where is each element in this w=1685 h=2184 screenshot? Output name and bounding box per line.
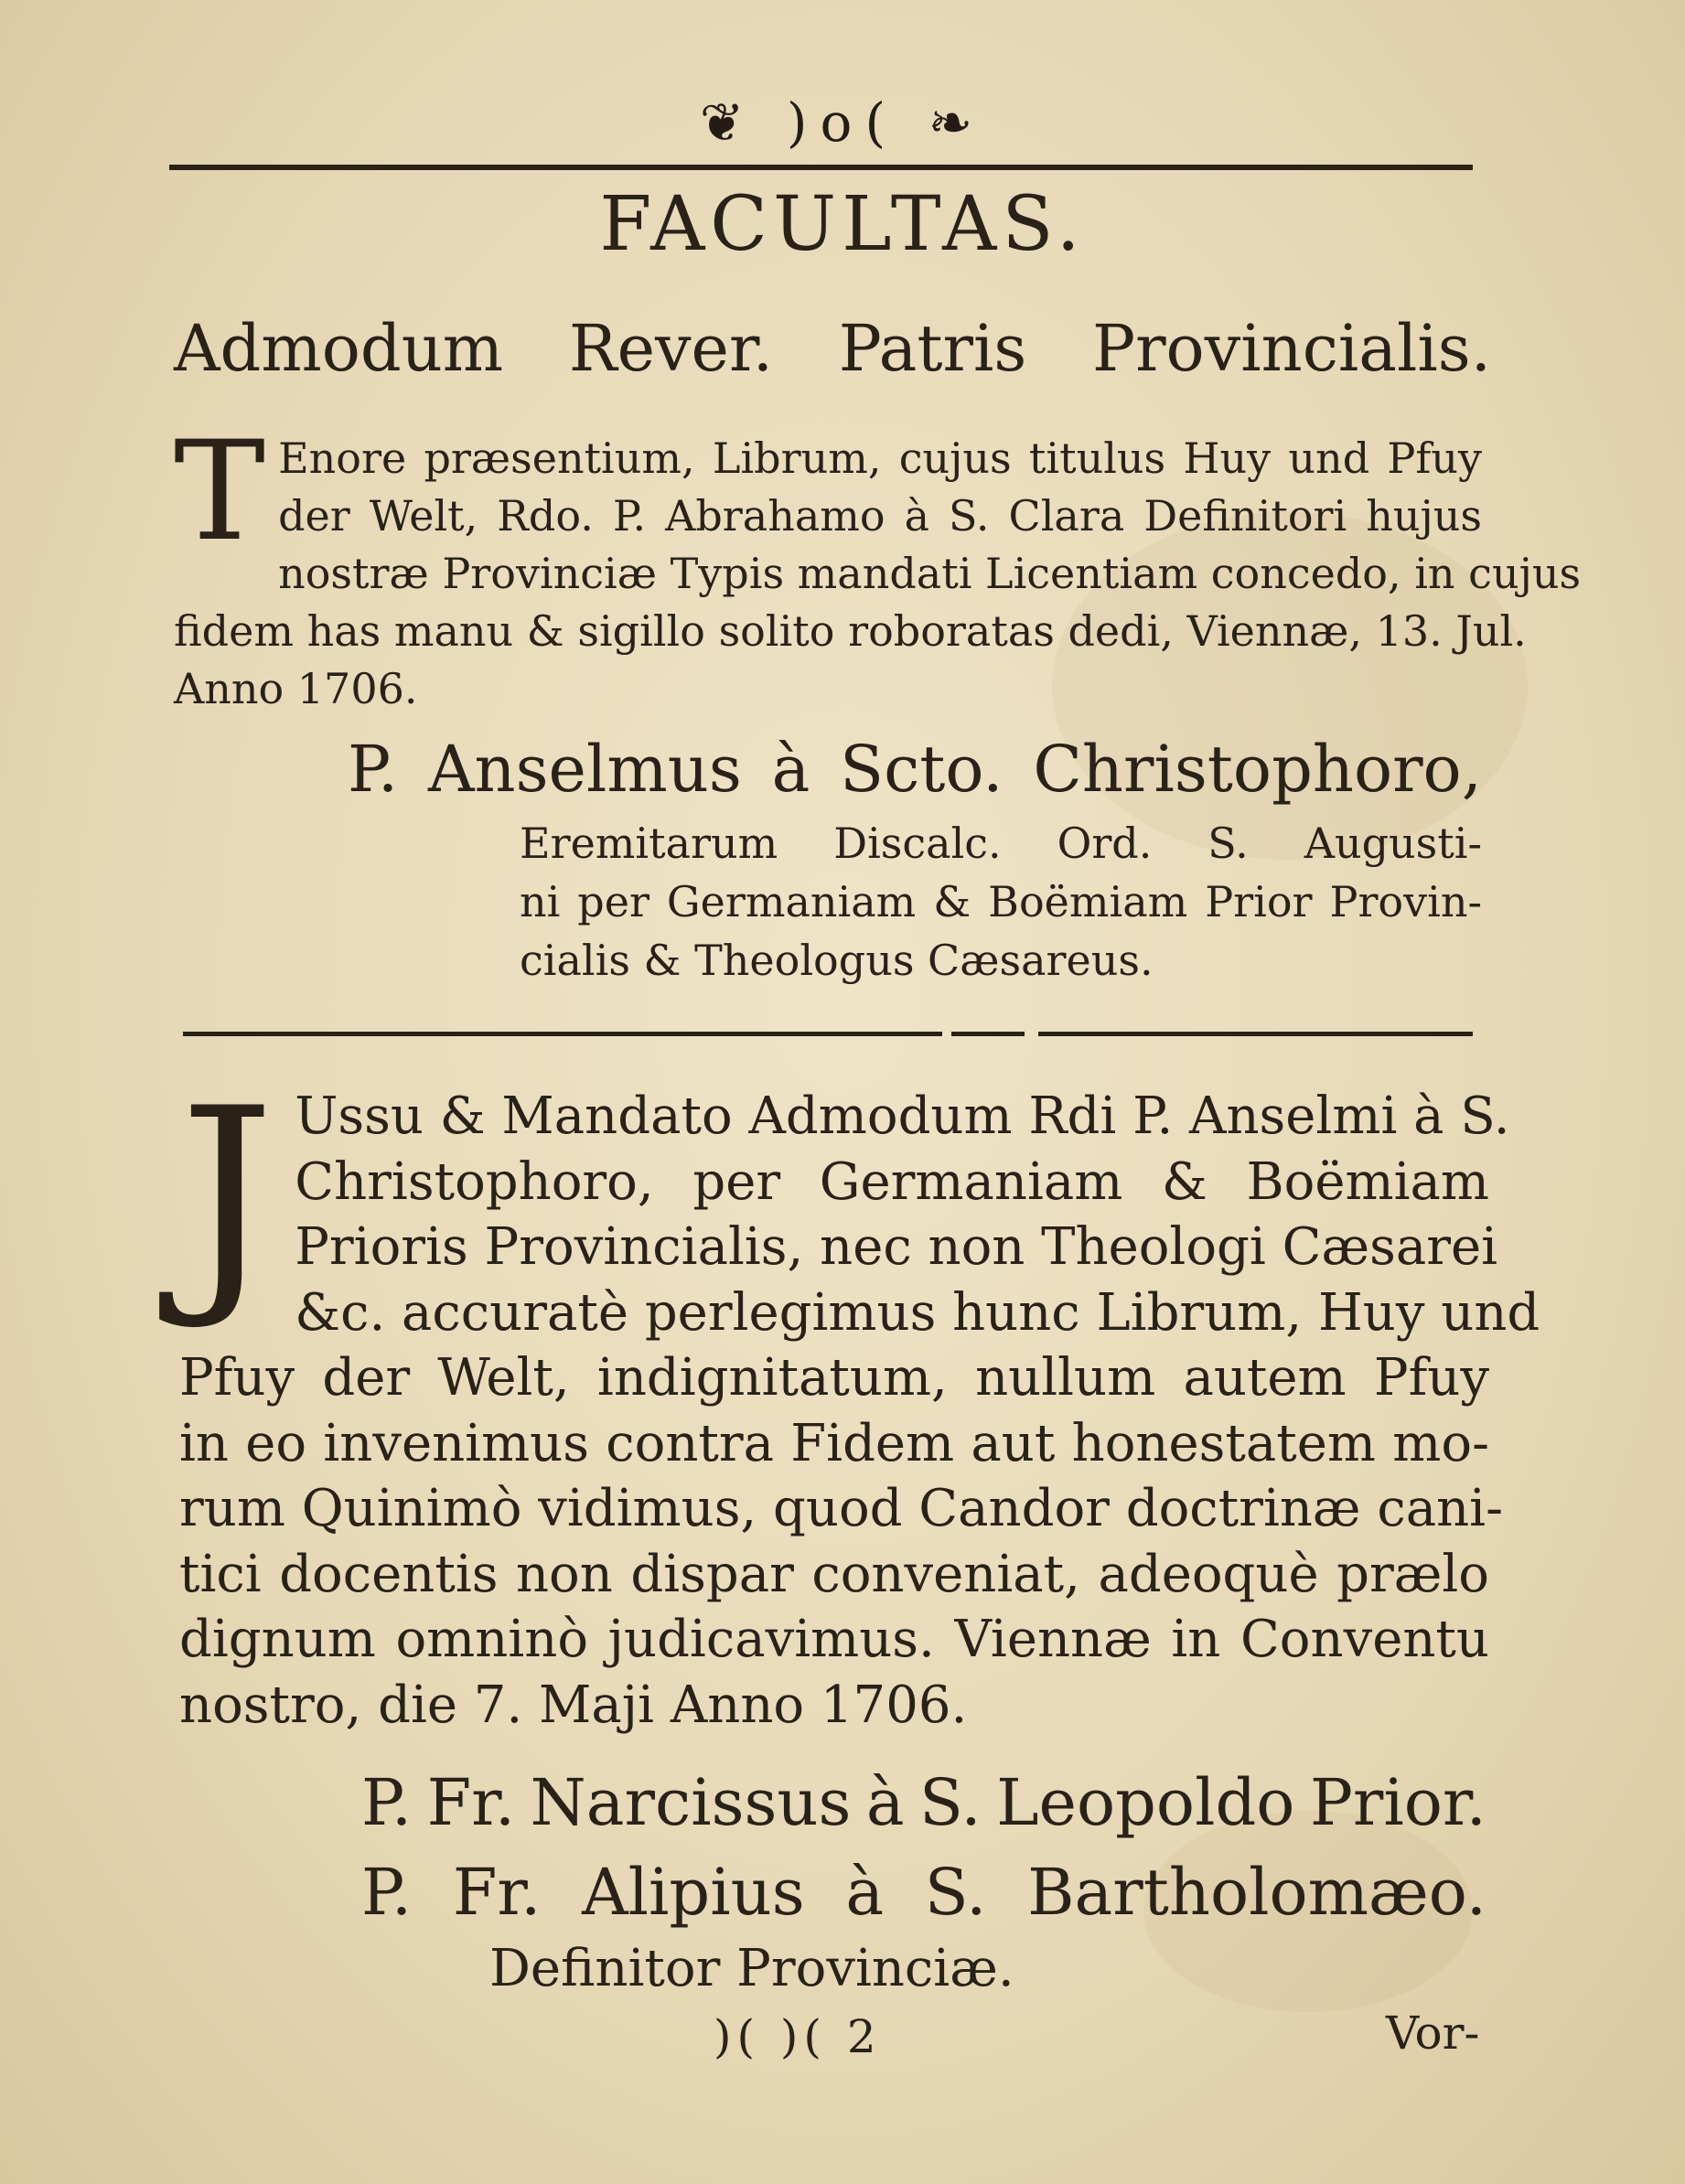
name-word: Leopoldo (996, 1765, 1295, 1840)
text-line: Ussu & Mandato Admodum Rdi P. Anselmi à S. (295, 1087, 1510, 1146)
text-line: &c. accuratè perlegimus hunc Librum, Huy und (295, 1282, 1540, 1343)
text-line: in eo invenimus contra Fidem aut honestatem mo- (179, 1413, 1489, 1473)
name-word: Bartholomæo. (1027, 1855, 1486, 1930)
subtitle-word: Rever. (568, 311, 773, 386)
name-word: Fr. (452, 1855, 542, 1930)
drop-capital: J (179, 1058, 275, 1334)
approver-signature (361, 1765, 1486, 1840)
catchword: Vor- (1386, 2007, 1480, 2060)
subtitle-word: Admodum (174, 311, 504, 386)
page-title: FACULTAS. (599, 181, 1086, 268)
name-word: Fr. (426, 1765, 516, 1840)
name-word: Scto. (840, 732, 1003, 807)
divider-rule (951, 1032, 1025, 1036)
text-line: dignum omninò judicavimus. Viennæ in Conventu (179, 1610, 1489, 1669)
text-line: tici docentis non dispar conveniat, adeoquè prælo (179, 1544, 1489, 1604)
name-word: à (845, 1855, 885, 1930)
name-word: à (865, 1765, 905, 1840)
text-line: nostræ Provinciæ Typis mandati Licentiam concedo, in cujus (278, 549, 1582, 598)
name-word: Alipius (582, 1855, 805, 1930)
text-line: Christophoro, per Germaniam & Boëmiam (295, 1151, 1489, 1212)
top-rule (169, 165, 1473, 170)
text-line: der Welt, Rdo. P. Abrahamo à S. Clara Definitori hujus (278, 491, 1482, 541)
approver-title: Definitor Provinciæ. (489, 1939, 1014, 1998)
text-line: ni per Germaniam & Boëmiam Prior Provin- (520, 877, 1482, 926)
text-line: Enore præsentium, Librum, cujus titulus Huy und Pfuy (278, 434, 1482, 483)
licence-paragraph (174, 412, 1582, 718)
name-word: Narcissus (530, 1765, 852, 1840)
name-word: à (771, 732, 810, 807)
text-line: fidem has manu & sigillo solito roboratas dedi, Viennæ, 13. Jul. (174, 606, 1527, 656)
subtitle-word: Provincialis. (1091, 311, 1491, 386)
text-line: Eremitarum Discalc. Ord. S. Augusti- (520, 819, 1482, 868)
name-word: Christophoro, (1033, 732, 1482, 807)
signature-mark: )( )( 2 (714, 2010, 882, 2063)
name-word: Anselmus (427, 732, 742, 807)
subtitle (174, 311, 1491, 386)
divider-rule (183, 1032, 942, 1036)
text-line: nostro, die 7. Maji Anno 1706. (179, 1675, 968, 1735)
name-word: P. (348, 732, 399, 807)
name-word: S. (924, 1855, 987, 1930)
signatory-title (520, 814, 1482, 990)
text-line: Prioris Provincialis, nec non Theologi Cæsarei (295, 1217, 1498, 1277)
signatory-name (348, 732, 1482, 807)
ornament-headpiece: ❦ )o( ❧ (699, 91, 986, 154)
approver-signature (361, 1855, 1486, 1930)
divider-rule (1038, 1032, 1473, 1036)
name-word: P. (361, 1855, 413, 1930)
name-word: P. (361, 1765, 413, 1840)
subtitle-word: Patris (838, 311, 1027, 386)
text-line: rum Quinimò vidimus, quod Candor doctrinæ cani- (179, 1479, 1504, 1538)
name-word: Prior. (1309, 1765, 1486, 1840)
text-line: Anno 1706. (174, 664, 418, 713)
text-line: Pfuy der Welt, indignitatum, nullum autem Pfuy (179, 1348, 1489, 1408)
name-word: S. (918, 1765, 982, 1840)
text-line: cialis & Theologus Cæsareus. (520, 936, 1154, 985)
drop-capital: T (174, 412, 266, 572)
approbation-paragraph (179, 1058, 1540, 1738)
